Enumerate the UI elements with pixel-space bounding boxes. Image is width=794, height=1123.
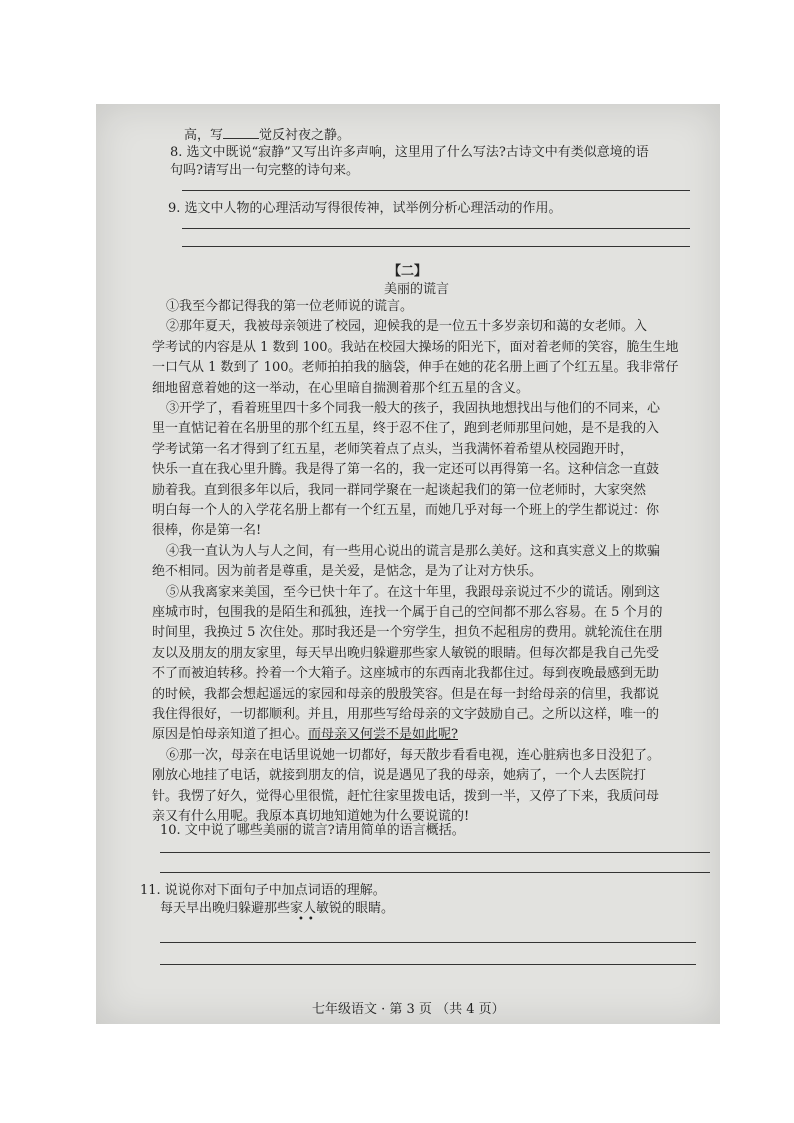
passage-line: 很棒，你是第一名! [152,523,262,539]
q11-answer-line-2[interactable] [160,964,696,965]
q11-question: 11. 说说你对下面句子中加点词语的理解。 [140,883,386,898]
passage-line: 我住得很好，一切都顺利。并且，用那些写给母亲的文字鼓励自己。之所以这样，唯一的 [152,707,660,722]
page-footer: 七年级语文 · 第 3 页 （共 4 页） [312,1002,505,1017]
underlined-sentence: 而母亲又何尝不是如此呢? [308,727,458,743]
passage-line: 一口气从 1 数到了 100。老师拍拍我的脑袋，伸手在她的花名册上画了个红五星。我非常仔 [152,360,679,376]
passage-title: 美丽的谎言 [384,282,450,297]
q7-text-a: 高，写 [184,128,224,143]
q9-question: 9. 选文中人物的心理活动写得很传神，试举例分析心理活动的作用。 [168,201,562,216]
passage-line: 细地留意着她的这一举动，在心里暗自揣测着那个红五星的含义。 [152,380,530,396]
q9-answer-line-2[interactable] [182,246,690,247]
q7-text-b: 觉反衬夜之静。 [259,128,351,143]
passage-line: 针。我愣了好久，觉得心里很慌，赶忙往家里拨电话，拨到一半，又停了下来，我质问母 [152,788,660,804]
passage-line: 刚放心地挂了电话，就接到朋友的信，说是遇见了我的母亲，她病了，一个人去医院打 [152,768,647,784]
passage-line: 励着我。直到很多年以后，我同一群同学聚在一起谈起我们的第一位老师时，大家突然 [152,482,647,498]
passage-line: ③开学了，看着班里四十多个同我一般大的孩子，我固执地想找出与他们的不同来，心 [166,401,661,416]
passage-line: ②那年夏天，我被母亲领进了校园，迎候我的是一位五十多岁亲切和蔼的女老师。入 [166,319,648,335]
q11-sentence: 每天早出晚归躲避那些家人敏锐的眼睛。 [160,901,395,916]
passage-line: ④我一直认为人与人之间，有一些用心说出的谎言是那么美好。这和真实意义上的欺骗 [166,543,661,559]
q7-continuation [184,126,350,145]
passage-line: ①我至今都记得我的第一位老师说的谎言。 [166,299,414,314]
passage-line: 友以及朋友的朋友家里，每天早出晚归躲避那些家人敏锐的眼睛。但每次都是我自己先受 [152,645,660,661]
section-label: 【二】 [388,264,428,279]
passage-line: 绝不相同。因为前者是尊重，是关爱，是惦念，是为了让对方快乐。 [152,564,543,580]
q8-line-1: 8. 选文中既说“寂静”又写出许多声响，这里用了什么写法?古诗文中有类似意境的语 [170,145,649,160]
passage-line: 的时候，我都会想起遥远的家园和母亲的殷殷笑容。但是在每一封给母亲的信里，我都说 [152,686,660,702]
passage-line: 时间里，我换过 5 次住处。那时我还是一个穷学生，担负不起租房的费用。就轮流住在朋 [152,625,663,641]
passage-line: ⑤从我离家来美国，至今已快十年了。在这十年里，我跟母亲说过不少的谎话。刚到这 [166,584,661,600]
answer-blank[interactable] [223,126,259,139]
passage-line: 不了而被迫转移。拎着一个大箱子。这座城市的东西南北我都住过。每到夜晚最感到无助 [152,666,660,682]
q10-answer-line-2[interactable] [160,872,710,873]
emphasis-dots: •• [298,914,318,925]
passage-line: ⑥那一次，母亲在电话里说她一切都好，每天散步看看电视，连心脏病也多日没犯了。 [166,747,661,763]
passage-line: 明白每一个人的入学花名册上都有一个红五星，而她几乎对每一个班上的学生都说过：你 [152,503,660,518]
q11-answer-line-1[interactable] [160,942,696,943]
q8-line-2: 句吗?请写出一句完整的诗句来。 [170,163,359,178]
passage-line: 原因是怕母亲知道了担心。而母亲又何尝不是如此呢? [152,727,458,743]
q9-answer-line-1[interactable] [182,228,690,229]
exam-page [96,104,720,1024]
q10-question: 10. 文中说了哪些美丽的谎言?请用简单的语言概括。 [160,823,465,838]
passage-line: 学考试第一名才得到了红五星，老师笑着点了点头，当我满怀着希望从校园跑开时， [152,441,634,457]
q8-answer-line[interactable] [182,190,690,191]
passage-line: 学考试的内容是从 1 数到 100。我站在校园大操场的阳光下，面对着老师的笑容，脆生生地 [152,339,679,355]
passage-line: 亲又有什么用呢。我原本真切地知道她为什么要说谎的! [152,809,470,824]
passage-line: 快乐一直在我心里升腾。我是得了第一名的，我一定还可以再得第一名。这种信念一直鼓 [152,462,660,478]
passage-line: 里一直惦记着在名册里的那个红五星，终于忍不住了，跑到老师那里问她，是不是我的入 [152,421,660,437]
passage-line: 座城市时，包围我的是陌生和孤独，连找一个属于自己的空间都不那么容易。在 5 个月的 [152,605,663,620]
q10-answer-line-1[interactable] [160,852,710,853]
